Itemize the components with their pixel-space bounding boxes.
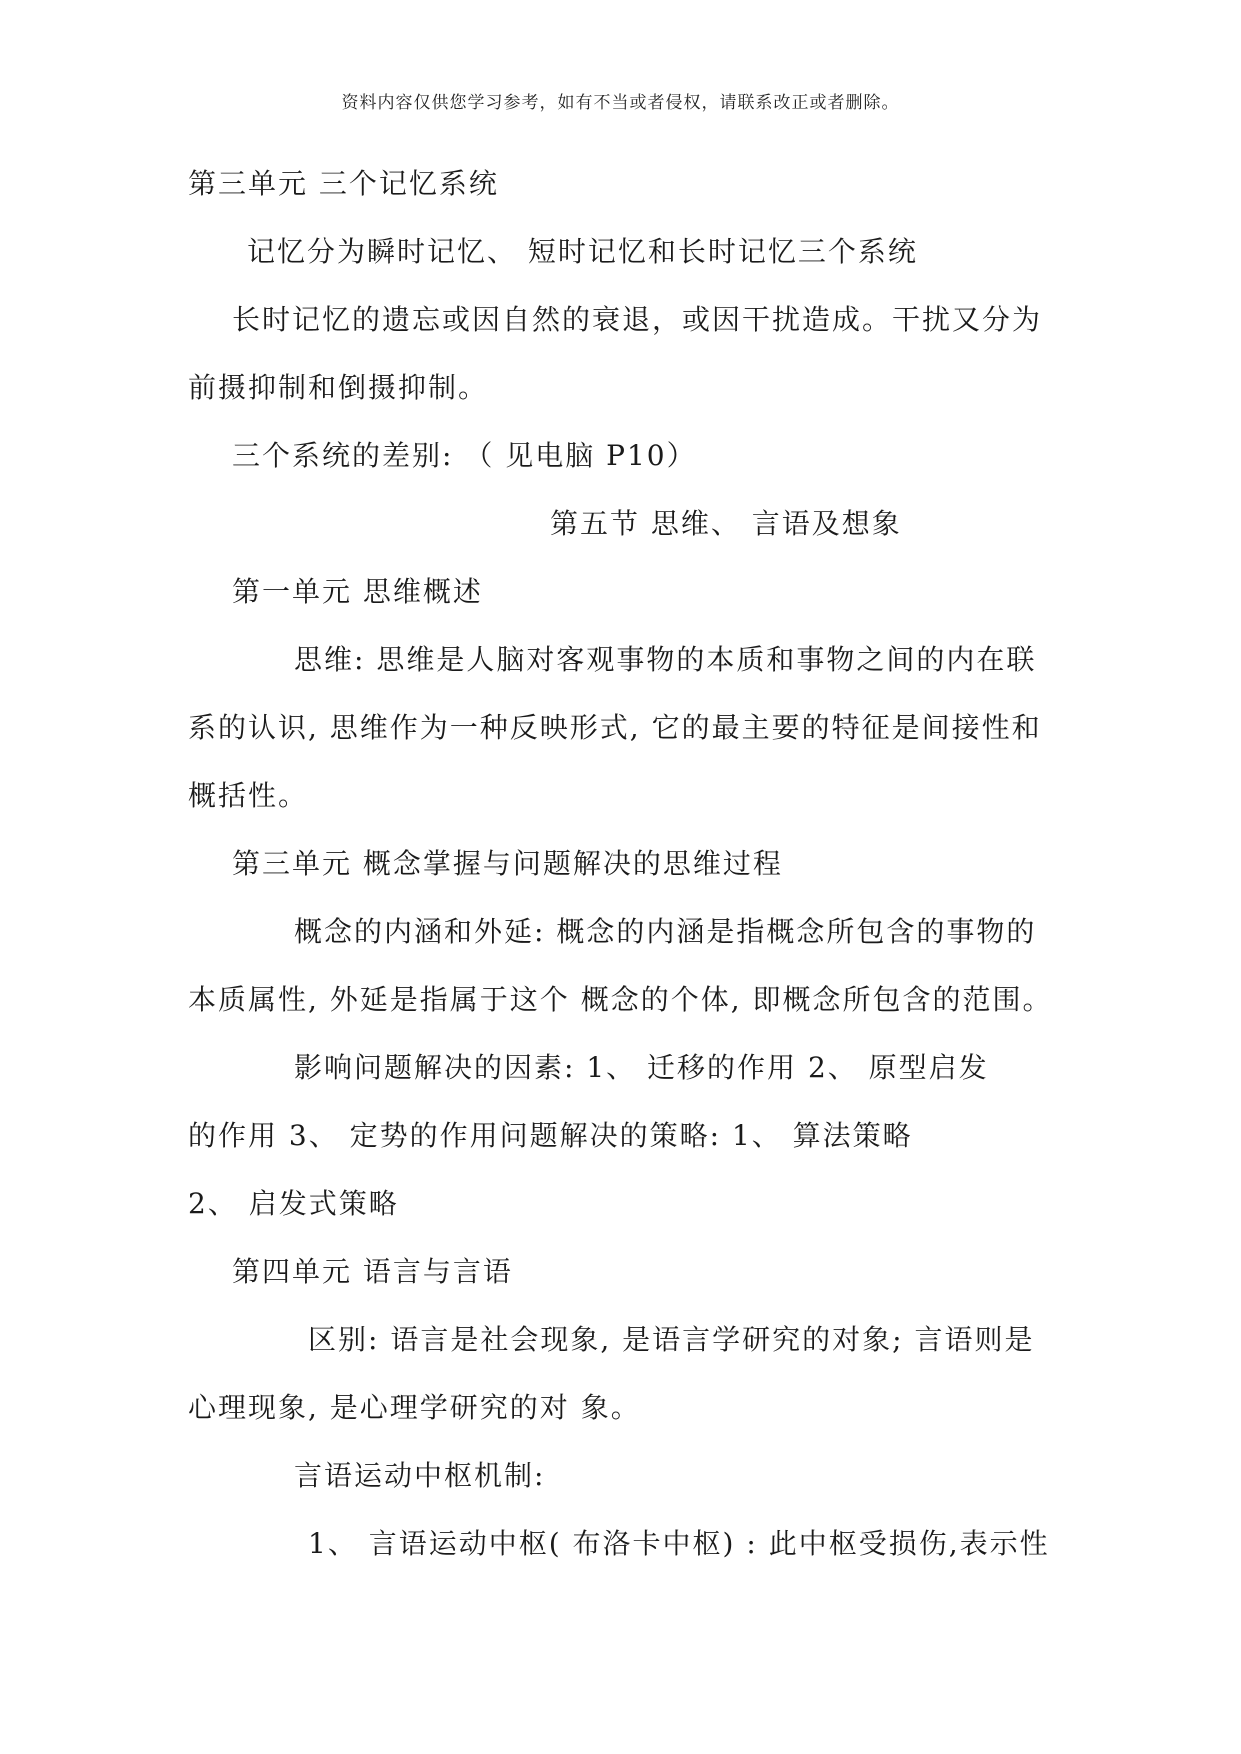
paragraph-line: 概括性。 xyxy=(188,779,309,812)
paragraph-line: 言语运动中枢机制: xyxy=(294,1459,546,1492)
unit-heading: 第三单元 三个记忆系统 xyxy=(188,167,499,200)
paragraph-line: 影响问题解决的因素: 1、 迁移的作用 2、 原型启发 xyxy=(294,1051,989,1084)
paragraph-line: 概念的内涵和外延: 概念的内涵是指概念所包含的事物的 xyxy=(294,915,1037,948)
unit-heading: 第一单元 思维概述 xyxy=(232,575,483,608)
paragraph-line: 思维: 思维是人脑对客观事物的本质和事物之间的内在联 xyxy=(294,643,1037,676)
paragraph-line: 记忆分为瞬时记忆、 短时记忆和长时记忆三个系统 xyxy=(247,235,918,268)
unit-heading: 第三单元 概念掌握与问题解决的思维过程 xyxy=(232,847,783,880)
paragraph-line: 长时记忆的遗忘或因自然的衰退，或因干扰造成。干扰又分为 xyxy=(232,303,1043,336)
paragraph-line: 的作用 3、 定势的作用问题解决的策略: 1、 算法策略 xyxy=(188,1119,913,1152)
paragraph-line: 三个系统的差别: （ 见电脑 P10） xyxy=(232,439,697,472)
paragraph-line: 心理现象, 是心理学研究的对 象。 xyxy=(188,1391,641,1424)
header-disclaimer: 资料内容仅供您学习参考，如有不当或者侵权，请联系改正或者删除。 xyxy=(341,93,900,113)
paragraph-line: 前摄抑制和倒摄抑制。 xyxy=(188,371,489,404)
section-heading: 第五节 思维、 言语及想象 xyxy=(550,507,902,540)
paragraph-line: 2、 启发式策略 xyxy=(188,1187,399,1220)
paragraph-line: 系的认识, 思维作为一种反映形式, 它的最主要的特征是间接性和 xyxy=(188,711,1042,744)
unit-heading: 第四单元 语言与言语 xyxy=(232,1255,513,1288)
paragraph-line: 区别: 语言是社会现象, 是语言学研究的对象; 言语则是 xyxy=(308,1323,1035,1356)
paragraph-line: 1、 言语运动中枢( 布洛卡中枢) : 此中枢受损伤,表示性 xyxy=(308,1527,1050,1560)
paragraph-line: 本质属性, 外延是指属于这个 概念的个体, 即概念所包含的范围。 xyxy=(188,983,1053,1016)
